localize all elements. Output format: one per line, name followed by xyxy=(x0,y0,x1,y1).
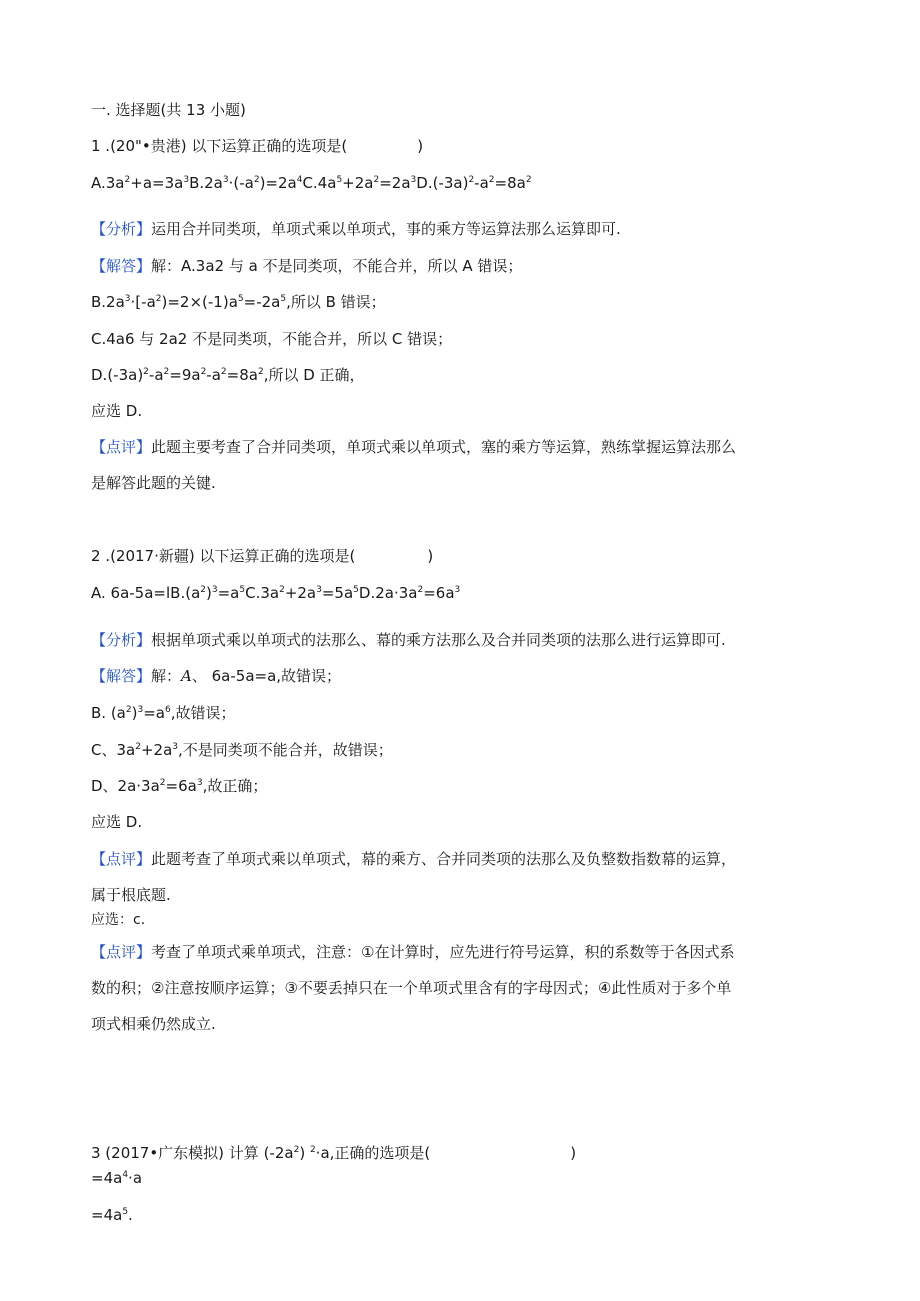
text-fragment: . xyxy=(128,1206,133,1224)
text-fragment: ·(-a xyxy=(228,174,254,192)
superscript: 4 xyxy=(122,1170,129,1180)
section-title xyxy=(91,100,246,120)
superscript: 2 xyxy=(488,175,495,185)
analysis-tag: 【分析】 xyxy=(91,220,152,238)
q1-analysis xyxy=(91,219,621,239)
text-fragment: ·[-a xyxy=(130,293,156,311)
superscript: 3 xyxy=(454,585,461,595)
superscript: 5 xyxy=(353,585,359,595)
text-fragment: +2a xyxy=(284,584,317,602)
text-fragment: 3 (2017•广东模拟) 计算 (-2a xyxy=(91,1144,294,1162)
text-fragment: 数的积；②注意按顺序运算；③不要丢掉只在一个单项式里含有的字母因式；④此性质对于多个单 xyxy=(91,979,732,997)
text-fragment: -a xyxy=(206,366,221,384)
text-fragment: 应选 D. xyxy=(91,813,143,831)
q2-comment2-line-2 xyxy=(91,978,731,998)
text-fragment: =6a xyxy=(423,584,455,602)
superscript: 2 xyxy=(163,367,170,377)
text-fragment: +2a xyxy=(140,741,173,759)
q2-answer-2 xyxy=(91,910,145,930)
superscript: 5 xyxy=(280,294,287,304)
text-fragment: C.3a xyxy=(245,584,280,602)
text-fragment: 解： xyxy=(151,667,182,685)
text-fragment: B.2a xyxy=(189,174,223,192)
superscript: 2 xyxy=(468,175,475,185)
q2-solution-line-4 xyxy=(91,776,267,796)
text-fragment: =6a xyxy=(165,777,197,795)
text-fragment: ) xyxy=(299,1144,310,1162)
text-fragment: =4a xyxy=(91,1206,123,1224)
text-fragment: 应选 D. xyxy=(91,402,143,420)
superscript: 2 xyxy=(155,294,162,304)
superscript: 3 xyxy=(222,175,229,185)
text-fragment: 2 .(2017·新疆) 以下运算正确的选项是( xyxy=(91,547,356,565)
text-fragment: =a xyxy=(217,584,240,602)
text-fragment: +a=3a xyxy=(130,174,184,192)
superscript: 2 xyxy=(373,175,380,185)
q1-solution-line-1 xyxy=(91,256,522,276)
text-fragment: ,故正确； xyxy=(202,777,268,795)
text-fragment: =4a xyxy=(91,1169,123,1187)
q2-answer xyxy=(91,812,142,832)
superscript: 3 xyxy=(211,585,218,595)
text-fragment: 此题考查了单项式乘以单项式，幕的乘方、合并同类项的法那么及负整数指数幕的运算， xyxy=(151,850,737,868)
text-fragment: ) xyxy=(206,584,212,602)
question-2-options xyxy=(91,583,460,603)
text-fragment: 【分析】 xyxy=(91,631,152,649)
superscript: 2 xyxy=(125,705,132,715)
superscript: 2 xyxy=(417,585,424,595)
text-fragment: +2a xyxy=(342,174,374,192)
text-fragment: 是解答此题的关键. xyxy=(91,474,216,492)
text-fragment: 属于根底题. xyxy=(91,886,171,904)
superscript: 3 xyxy=(183,175,190,185)
text-fragment: 根据单项式乘以单项式的法那么、幕的乘方法那么及合并同类项的法那么进行运算即可. xyxy=(151,631,726,649)
analysis-text: 运用合并同类项，单项式乘以单项式，事的乘方等运算法那么运算即可. xyxy=(151,220,621,238)
text-fragment: ) xyxy=(427,547,434,565)
q1-solution-line-2 xyxy=(91,292,386,312)
text-fragment: =-2a xyxy=(243,293,281,311)
superscript: 5 xyxy=(336,175,343,185)
text-fragment: 考查了单项式乘单项式，注意：①在计算时，应先进行符号运算，积的系数等于各因式系 xyxy=(151,943,735,961)
superscript: 2 xyxy=(220,367,227,377)
q1-solution-line-4 xyxy=(91,365,365,385)
text-fragment: ) xyxy=(570,1144,577,1162)
text-fragment: =a xyxy=(143,704,165,722)
superscript: 3 xyxy=(316,585,322,595)
q1-stem-close: ) xyxy=(417,137,424,155)
superscript: 2 xyxy=(309,1145,316,1155)
text-fragment: 、 6a-5a=a,故错误； xyxy=(191,667,342,685)
superscript: 3 xyxy=(137,705,144,715)
text-fragment: 【点评】 xyxy=(91,943,152,961)
q2-solution-line-1 xyxy=(91,666,341,686)
superscript: 5 xyxy=(239,585,246,595)
text-fragment: )=2a xyxy=(259,174,297,192)
text-fragment: =8a xyxy=(226,366,258,384)
text-fragment: C.4a6 与 2a2 不是同类项，不能合并，所以 C 错误； xyxy=(91,330,453,348)
text-fragment: 解：A.3a2 与 a 不是同类项，不能合并，所以 A 错误； xyxy=(151,257,523,275)
q1-comment-line-2 xyxy=(91,473,216,493)
superscript: 5 xyxy=(237,294,244,304)
superscript: 4 xyxy=(296,175,303,185)
superscript: 3 xyxy=(124,294,131,304)
text-fragment: A.3a xyxy=(91,174,125,192)
solution-tag: 【解答】 xyxy=(91,257,152,275)
question-1-stem xyxy=(91,136,423,156)
text-fragment: ) xyxy=(131,704,138,722)
text-fragment: =2a xyxy=(379,174,411,192)
question-1-options xyxy=(91,173,532,193)
q1-solution-line-3 xyxy=(91,329,452,349)
q2-comment2-line-1 xyxy=(91,942,734,962)
text-fragment: B. (a xyxy=(91,704,126,722)
superscript: 2 xyxy=(257,367,264,377)
text-fragment: ,所以 D 正确， xyxy=(263,366,365,384)
superscript: 2 xyxy=(124,175,131,185)
q2-comment2-line-3 xyxy=(91,1014,216,1034)
q1-stem-text: 1 .(20"•贵港) 以下运算正确的选项是( xyxy=(91,137,348,155)
section-title-text: 一. 选择题(共 13 小题) xyxy=(91,101,246,119)
text-fragment: ,故错误； xyxy=(170,704,236,722)
superscript: 6 xyxy=(164,705,171,715)
superscript: 3 xyxy=(196,778,203,788)
q2-solution-line-2 xyxy=(91,703,235,723)
superscript: 3 xyxy=(410,175,417,185)
q1-answer xyxy=(91,401,142,421)
text-fragment: A. 6a-5a=lB.(a xyxy=(91,584,201,602)
text-fragment: B.2a xyxy=(91,293,125,311)
superscript: 2 xyxy=(135,742,141,752)
superscript: 2 xyxy=(200,367,207,377)
text-fragment: D.(-3a) xyxy=(91,366,144,384)
q2-solution-line-3 xyxy=(91,740,393,760)
superscript: 2 xyxy=(253,175,260,185)
text-fragment: =8a xyxy=(494,174,526,192)
text-fragment: =5a xyxy=(321,584,354,602)
superscript: 3 xyxy=(172,742,178,752)
text-fragment: ,不是同类项不能合并，故错误； xyxy=(178,741,393,759)
question-2-stem xyxy=(91,546,433,566)
q2-comment-line-1 xyxy=(91,849,736,869)
text-fragment: ,所以 B 错误； xyxy=(286,293,386,311)
text-fragment: 项式相乘仍然成立. xyxy=(91,1015,216,1033)
text-fragment: C.4a xyxy=(302,174,337,192)
question-3-stem xyxy=(91,1143,576,1163)
q3-step-2 xyxy=(91,1205,133,1225)
superscript: 2 xyxy=(279,585,285,595)
superscript: 2 xyxy=(143,367,149,377)
text-fragment: D、2a·3a xyxy=(91,777,160,795)
text-fragment: C、3a xyxy=(91,741,136,759)
text-fragment: -a xyxy=(148,366,164,384)
text-fragment: 【解答】 xyxy=(91,667,152,685)
superscript: 2 xyxy=(159,778,166,788)
text-fragment: D.(-3a) xyxy=(416,174,469,192)
text-fragment: A xyxy=(181,667,192,685)
text-fragment: -a xyxy=(474,174,489,192)
text-fragment: 应选：c. xyxy=(91,912,146,928)
q2-comment-line-2 xyxy=(91,885,171,905)
comment-tag: 【点评】 xyxy=(91,438,152,456)
q2-analysis xyxy=(91,630,726,650)
text-fragment: ·a,正确的选项是( xyxy=(315,1144,431,1162)
q3-step-1 xyxy=(91,1168,142,1188)
superscript: 2 xyxy=(293,1145,300,1155)
text-fragment: 此题主要考查了合并同类项，单项式乘以单项式，塞的乘方等运算，熟练掌握运算法那么 xyxy=(151,438,737,456)
superscript: 2 xyxy=(525,175,532,185)
q1-comment-line-1 xyxy=(91,437,736,457)
superscript: 2 xyxy=(200,585,206,595)
text-fragment: =9a xyxy=(169,366,201,384)
text-fragment: )=2×(-1)a xyxy=(161,293,238,311)
text-fragment: 【点评】 xyxy=(91,850,152,868)
superscript: 5 xyxy=(122,1207,129,1217)
text-fragment: D.2a·3a xyxy=(358,584,418,602)
text-fragment: ·a xyxy=(128,1169,143,1187)
